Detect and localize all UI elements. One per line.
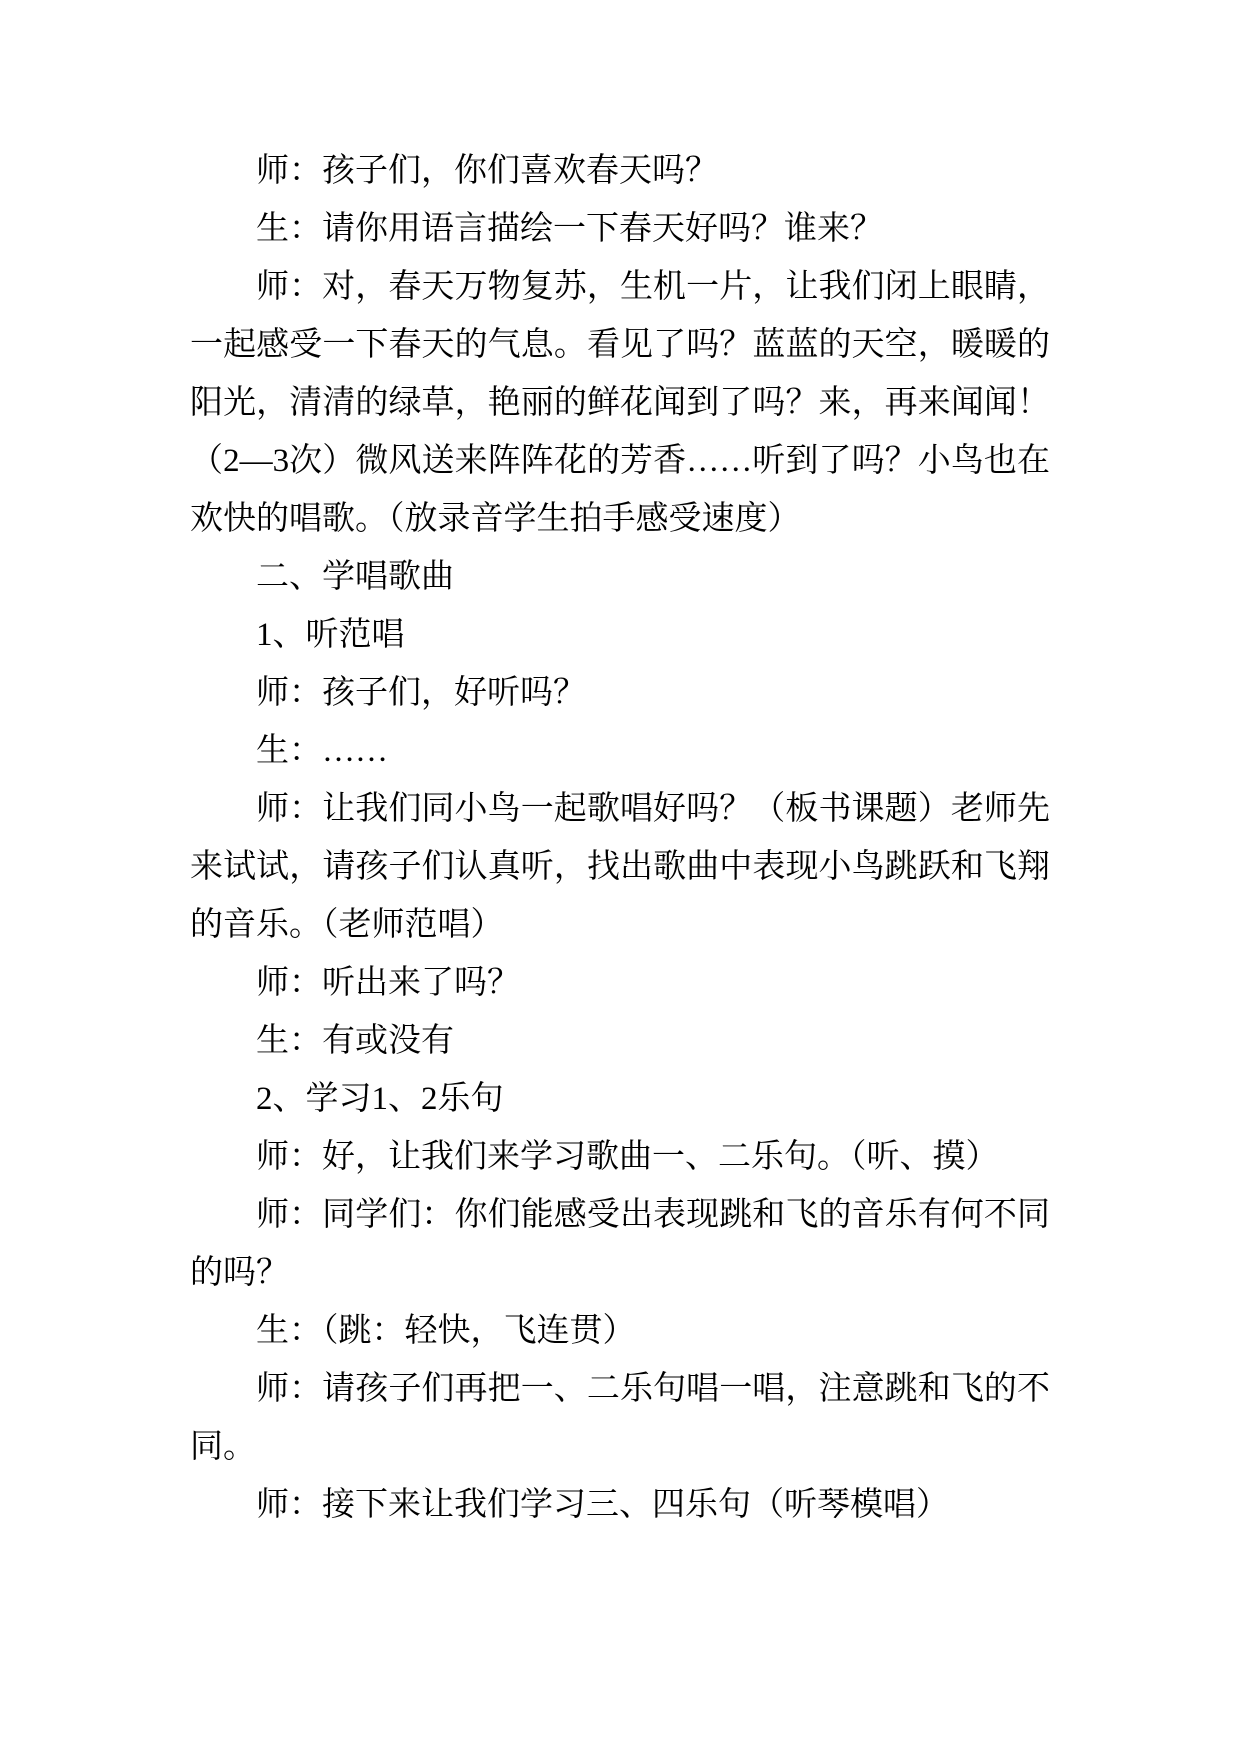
dialogue-teacher-line: 师：接下来让我们学习三、四乐句（听琴模唱）: [256, 1487, 949, 1523]
dialogue-teacher-line: 师：请孩子们再把一、二乐句唱一唱，注意跳和飞的不同。: [190, 1371, 1050, 1465]
dialogue-teacher-line: 师：听出来了吗？: [256, 965, 520, 1001]
dialogue-student-line: 生：……: [256, 733, 388, 769]
dialogue-teacher-line: 师：让我们同小鸟一起歌唱好吗？（板书课题）老师先来试试，请孩子们认真听，找出歌曲中表现小鸟跳跃和飞翔的音乐。（老师范唱）: [190, 791, 1050, 943]
subsection-heading-learn-phrases: 2、学习1、2乐句: [256, 1081, 504, 1117]
section-heading-learn-song: 二、学唱歌曲: [256, 559, 454, 595]
dialogue-student-line: 生：有或没有: [256, 1023, 454, 1059]
dialogue-teacher-line: 师：孩子们，好听吗？: [256, 675, 586, 711]
dialogue-teacher-line: 师：好，让我们来学习歌曲一、二乐句。（听、摸）: [256, 1139, 999, 1175]
subsection-heading-listen-demo: 1、听范唱: [256, 617, 405, 653]
dialogue-teacher-line: 师：孩子们，你们喜欢春天吗？: [256, 153, 718, 189]
dialogue-teacher-line: 师：对，春天万物复苏，生机一片，让我们闭上眼睛，一起感受一下春天的气息。看见了吗？蓝蓝的天空，暖暖的阳光，清清的绿草，艳丽的鲜花闻到了吗？来，再来闻闻！（2—3次）微风送来阵阵花的芳香……听到了吗？小鸟也在欢快的唱歌。（放录音学生拍手感受速度）: [190, 269, 1050, 537]
dialogue-teacher-line: 师：同学们：你们能感受出表现跳和飞的音乐有何不同的吗？: [190, 1197, 1050, 1291]
document-body: [190, 142, 1050, 1534]
dialogue-student-line: 生：（跳：轻快，飞连贯）: [256, 1313, 636, 1349]
dialogue-student-line: 生：请你用语言描绘一下春天好吗？谁来？: [256, 211, 883, 247]
